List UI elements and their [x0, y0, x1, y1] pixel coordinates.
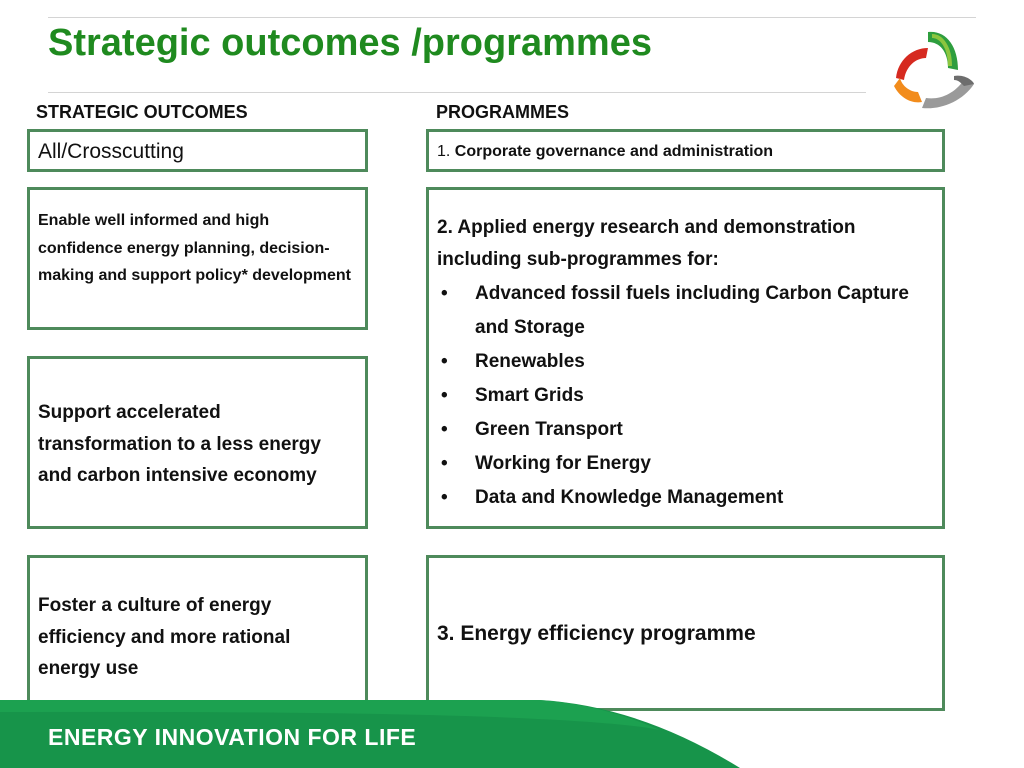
- subprogramme-item: • Renewables: [437, 345, 932, 379]
- programme-intro: 2. Applied energy research and demonstration including sub-programmes for:: [437, 217, 856, 270]
- page-title: Strategic outcomes /programmes: [48, 22, 652, 64]
- footer-slogan: ENERGY INNOVATION FOR LIFE: [48, 724, 417, 750]
- outcome-box-transformation: [27, 356, 368, 529]
- outcome-box-energy-planning: [27, 187, 368, 330]
- subprogramme-item: • Working for Energy: [437, 447, 932, 481]
- programme-number: 1.: [437, 143, 451, 160]
- outcome-text: Enable well informed and high confidence energy planning, decision-making and support policy* development: [38, 212, 351, 284]
- outcome-text: All/Crosscutting: [38, 140, 184, 163]
- subprogramme-item: • Green Transport: [437, 413, 932, 447]
- subprogramme-item: • Advanced fossil fuels including Carbon Capture and Storage: [437, 277, 932, 345]
- title-divider: [48, 92, 866, 93]
- programmes-header: PROGRAMMES: [436, 102, 570, 122]
- programme-label: Corporate governance and administration: [454, 143, 774, 160]
- three-arrow-swirl-logo-icon: [888, 26, 980, 114]
- outcome-text: Foster a culture of energy efficiency and more rational energy use: [38, 595, 291, 679]
- outcome-box-energy-efficiency-culture: [27, 555, 368, 711]
- top-divider: [48, 17, 976, 18]
- subprogramme-item: • Data and Knowledge Management: [437, 481, 932, 515]
- programme-box-energy-efficiency: [426, 555, 945, 711]
- programme-label: 3. Energy efficiency programme: [437, 622, 756, 645]
- outcome-box-crosscutting: [27, 129, 368, 172]
- programme-box-applied-research: [426, 187, 945, 529]
- subprogramme-item: • Smart Grids: [437, 379, 932, 413]
- outcome-text: Support accelerated transformation to a less energy and carbon intensive economy: [38, 402, 321, 486]
- programme-box-corporate-governance: [426, 129, 945, 172]
- subprogramme-list: [437, 277, 932, 515]
- strategic-outcomes-header: STRATEGIC OUTCOMES: [36, 102, 248, 122]
